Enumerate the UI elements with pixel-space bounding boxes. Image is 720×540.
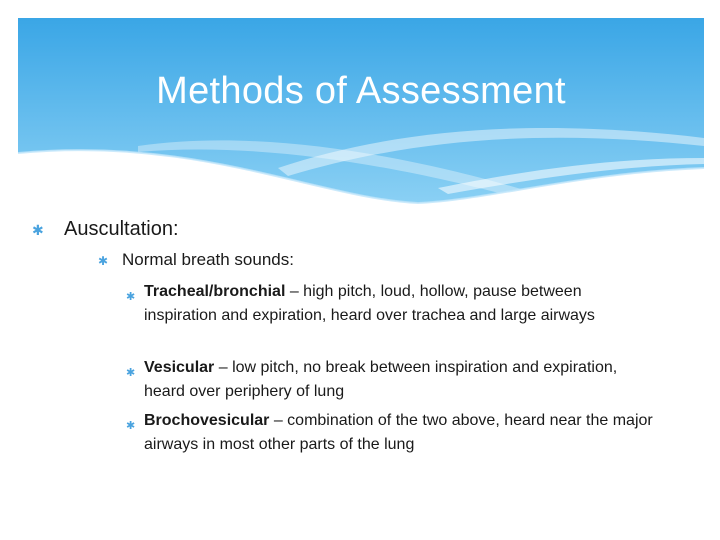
bullet-tracheal [126, 280, 656, 328]
desc-vesicular: – low pitch, no break between inspiration and expiration, heard over periphery of lung [144, 359, 618, 400]
bullet-brochovesicular [126, 409, 656, 457]
bullet-vesicular-text [144, 356, 656, 404]
asterisk-bullet-icon: ✱ [126, 290, 136, 303]
desc-brochovesicular: – combination of the two above, heard near the major airways in most other parts of the lung [144, 412, 653, 453]
term-tracheal: Tracheal/bronchial [144, 283, 286, 300]
bullet-level2-text: Normal breath sounds: [122, 250, 294, 269]
asterisk-bullet-icon: ✱ [126, 419, 136, 432]
slide-title: Methods of Assessment [156, 70, 566, 112]
term-vesicular: Vesicular [144, 359, 215, 376]
term-brochovesicular: Brochovesicular [144, 412, 270, 429]
asterisk-bullet-icon: ✱ [32, 223, 44, 239]
bullet-level1-text: Auscultation: [64, 218, 179, 240]
desc-tracheal: – high pitch, loud, hollow, pause between inspiration and expiration, heard over trachea and large airways [144, 283, 595, 324]
bullet-level2 [98, 250, 294, 270]
bullet-tracheal-text [144, 280, 656, 328]
asterisk-bullet-icon: ✱ [98, 254, 109, 268]
bullet-brochovesicular-text [144, 409, 656, 457]
bullet-vesicular [126, 356, 656, 404]
bullet-level1 [32, 218, 179, 241]
asterisk-bullet-icon: ✱ [126, 366, 136, 379]
